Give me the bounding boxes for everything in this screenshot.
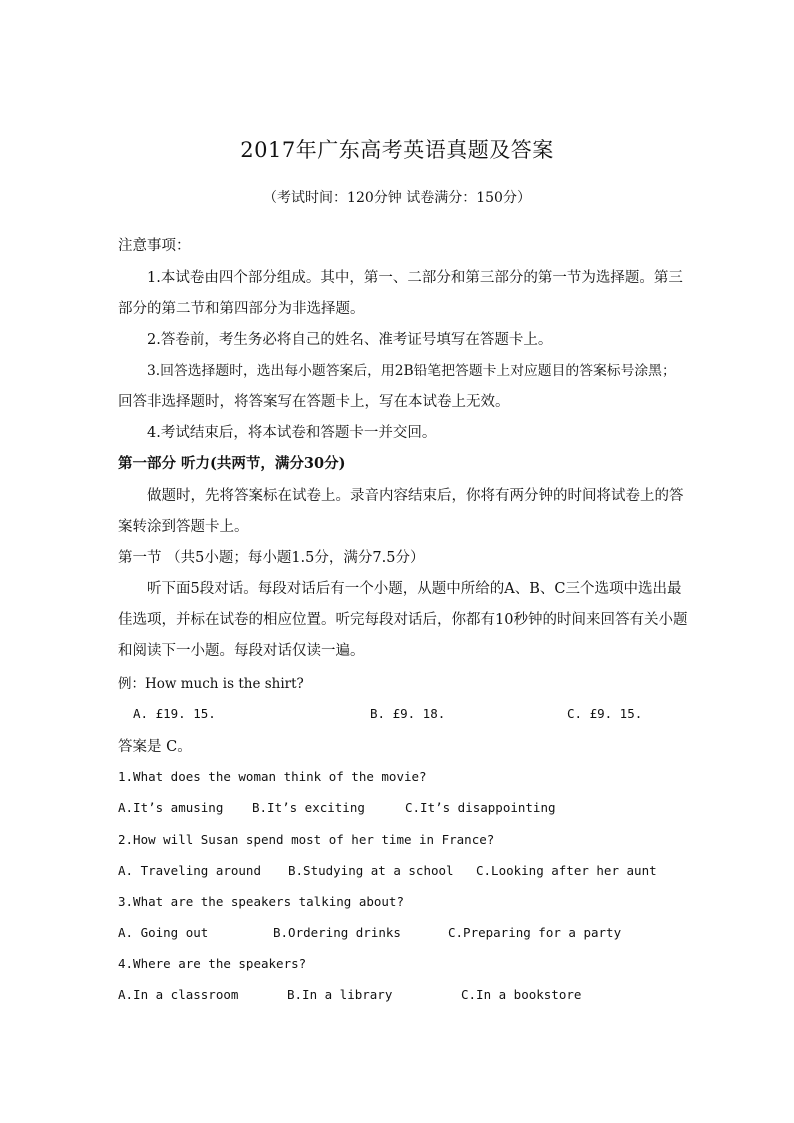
question-2-option-b: B.Studying at a school [288, 863, 454, 878]
example-question: 例：How much is the shirt? [118, 676, 304, 692]
question-1: 1.What does the woman think of the movie? [118, 769, 427, 784]
question-3-option-b: B.Ordering drinks [273, 925, 401, 940]
section1-heading: 第一节 （共5小题；每小题1.5分，满分7.5分） [118, 550, 425, 566]
question-2-option-a: A. Traveling around [118, 863, 261, 878]
question-4-option-c: C.In a bookstore [461, 987, 582, 1002]
question-2: 2.How will Susan spend most of her time in France? [118, 832, 495, 847]
question-1-option-a: A.It’s amusing [118, 800, 224, 815]
notice-item-1-line-2: 部分的第二节和第四部分为非选择题。 [118, 301, 365, 317]
notice-item-3-line-1: 3.回答选择题时，选出每小题答案后，用2B铅笔把答题卡上对应题目的答案标号涂黑； [147, 363, 676, 379]
example-option-c: C. £9. 15. [567, 706, 643, 721]
question-4: 4.Where are the speakers? [118, 956, 307, 971]
section1-intro-line-1: 听下面5段对话。每段对话后有一个小题，从题中所给的A、B、C三个选项中选出最 [147, 581, 682, 597]
question-1-option-c: C.It’s disappointing [405, 800, 556, 815]
question-1-option-b: B.It’s exciting [252, 800, 365, 815]
question-2-option-c: C.Looking after her aunt [476, 863, 657, 878]
notice-item-4: 4.考试结束后，将本试卷和答题卡一并交回。 [147, 425, 437, 441]
notice-item-1-line-1: 1.本试卷由四个部分组成。其中，第一、二部分和第三部分的第一节为选择题。第三 [147, 270, 683, 286]
question-3-option-a: A. Going out [118, 925, 209, 940]
notice-item-2: 2.答卷前，考生务必将自己的姓名、准考证号填写在答题卡上。 [147, 332, 553, 348]
exam-time-info: （考试时间：120分钟 试卷满分：150分） [263, 190, 531, 206]
question-3-option-c: C.Preparing for a party [448, 925, 622, 940]
part1-heading: 第一部分 听力(共两节，满分30分) [118, 455, 346, 472]
question-3: 3.What are the speakers talking about? [118, 894, 404, 909]
example-option-b: B. £9. 18. [370, 706, 446, 721]
section1-intro-line-2: 佳选项，并标在试卷的相应位置。听完每段对话后，你都有10秒钟的时间来回答有关小题 [118, 612, 688, 628]
question-4-option-b: B.In a library [287, 987, 393, 1002]
notice-item-3-line-2: 回答非选择题时，将答案写在答题卡上，写在本试卷上无效。 [118, 394, 510, 410]
section1-intro-line-3: 和阅读下一小题。每段对话仅读一遍。 [118, 643, 365, 659]
example-option-a: A. £19. 15. [133, 706, 216, 721]
example-answer: 答案是 C。 [118, 739, 192, 755]
part1-intro-line-2: 案转涂到答题卡上。 [118, 519, 249, 535]
question-4-option-a: A.In a classroom [118, 987, 239, 1002]
page-title: 2017年广东高考英语真题及答案 [240, 138, 554, 162]
notice-heading: 注意事项： [118, 238, 191, 254]
part1-intro-line-1: 做题时，先将答案标在试卷上。录音内容结束后，你将有两分钟的时间将试卷上的答 [147, 488, 684, 504]
